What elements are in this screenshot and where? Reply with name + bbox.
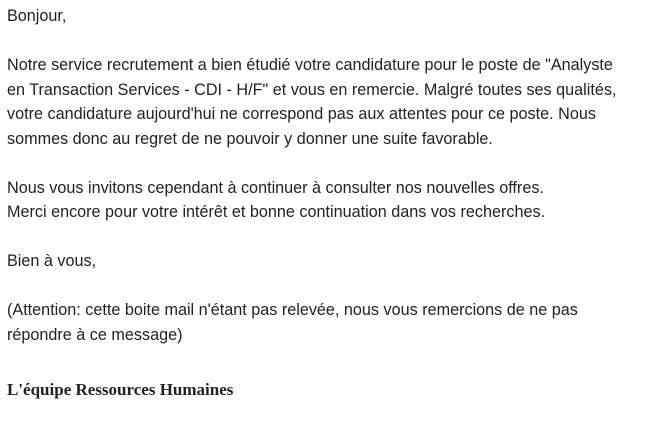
email-line: Notre service recrutement a bien étudié votre candidature pour le poste de "Analyste xyxy=(7,56,613,74)
email-line: sommes donc au regret de ne pouvoir y donner une suite favorable. xyxy=(7,129,493,148)
paragraph-spacer xyxy=(7,347,647,372)
email-signature: L'équipe Ressources Humaines xyxy=(7,379,234,399)
paragraph-spacer xyxy=(7,151,647,176)
email-greeting: Bonjour, xyxy=(7,7,67,25)
email-body xyxy=(7,0,647,402)
paragraph-spacer xyxy=(7,274,647,299)
email-notice xyxy=(7,298,647,347)
email-line: votre candidature aujourd'hui ne correspond pas aux attentes pour ce poste. Nous xyxy=(7,105,596,123)
email-line: Merci encore pour votre intérêt et bonne continuation dans vos recherches. xyxy=(7,203,546,221)
paragraph-spacer xyxy=(7,29,647,54)
email-line: répondre à ce message) xyxy=(7,325,183,344)
email-paragraph-rejection xyxy=(7,53,647,151)
email-line: (Attention: cette boite mail n'étant pas relevée, nous vous remercions de ne pas xyxy=(7,301,578,319)
email-line: en Transaction Services - CDI - H/F" et vous en remercie. Malgré toutes ses qualités, xyxy=(7,80,617,99)
paragraph-spacer xyxy=(7,225,647,250)
email-paragraph-invitation xyxy=(7,176,647,225)
email-closing: Bien à vous, xyxy=(7,252,97,270)
email-line: Nous vous invitons cependant à continuer à consulter nos nouvelles offres. xyxy=(7,178,544,197)
